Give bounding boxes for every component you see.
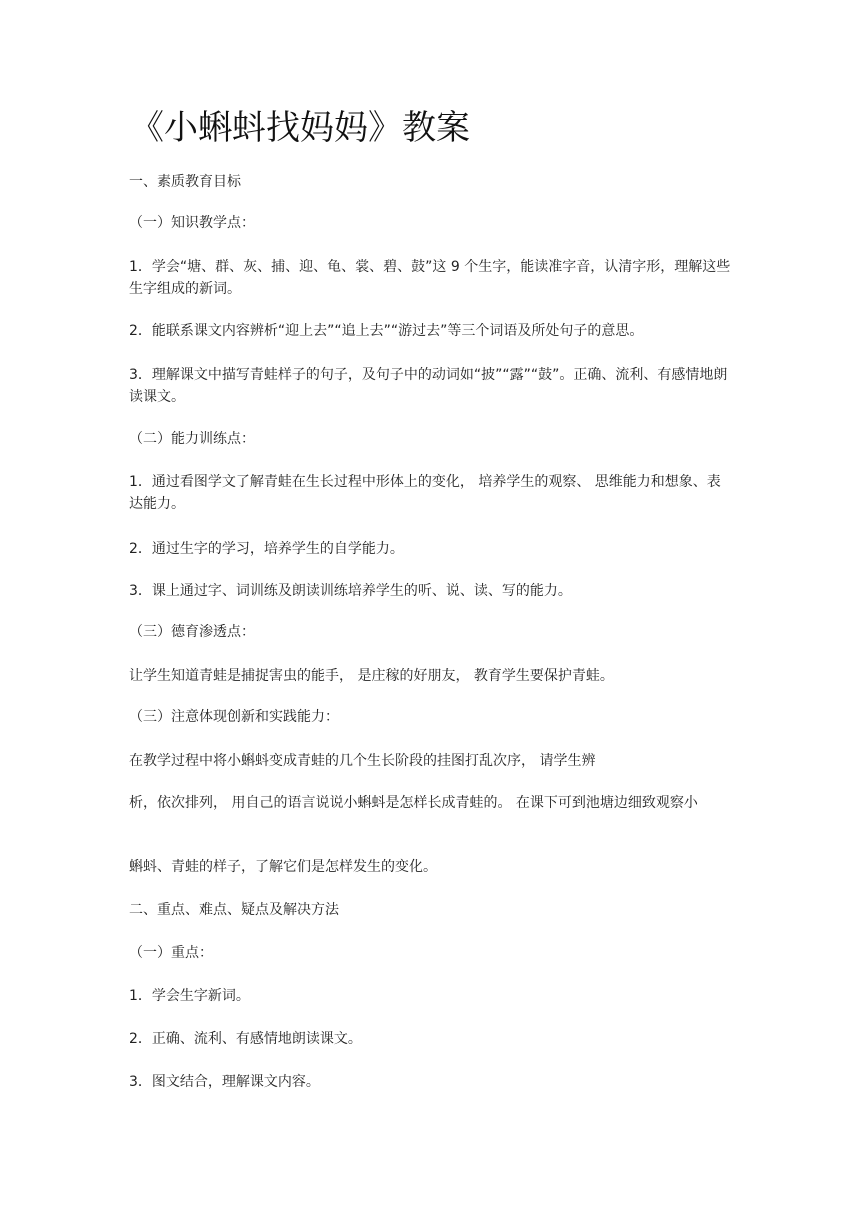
paragraph-ability-3: 3．课上通过字、词训练及朗读训练培养学生的听、说、读、写的能力。 [129,583,572,599]
subheading-innovation: （三）注意体现创新和实践能力： [129,709,339,725]
section-heading-keypoints: 二、重点、难点、疑点及解决方法 [129,902,339,918]
paragraph-moral: 让学生知道青蛙是捕捉害虫的能手， 是庄稼的好朋友， 教育学生要保护青蛙。 [129,668,614,684]
paragraph-innovation-1: 在教学过程中将小蝌蚪变成青蛙的几个生长阶段的挂图打乱次序， 请学生辨 [129,753,596,769]
paragraph-innovation-2: 析，依次排列， 用自己的语言说说小蝌蚪是怎样长成青蛙的。 在课下可到池塘边细致观察小 [129,795,698,811]
subheading-ability: （二）能力训练点： [129,431,255,447]
paragraph-keypoint-1: 1．学会生字新词。 [129,988,250,1004]
paragraph-keypoint-3: 3．图文结合，理解课文内容。 [129,1074,320,1090]
paragraph-ability-1: 1．通过看图学文了解青蛙在生长过程中形体上的变化， 培养学生的观察、 思维能力和想象、表达能力。 [129,474,721,512]
paragraph-keypoint-2: 2．正确、流利、有感情地朗读课文。 [129,1031,362,1047]
subheading-knowledge: （一）知识教学点： [129,215,255,231]
paragraph-ability-2: 2．通过生字的学习，培养学生的自学能力。 [129,541,404,557]
paragraph-innovation-3: 蝌蚪、青蛙的样子，了解它们是怎样发生的变化。 [129,859,437,875]
paragraph-knowledge-1: 1．学会“塘、群、灰、捕、迎、龟、裳、碧、鼓”这 9 个生字，能读准字音，认清字形，理解这些生字组成的新词。 [129,259,731,297]
subheading-keypoints: （一）重点： [129,945,213,961]
paragraph-knowledge-3: 3．理解课文中描写青蛙样子的句子，及句子中的动词如“披”“露”“鼓”。正确、流利、有感情地朗读课文。 [129,367,728,405]
section-heading-goals: 一、素质教育目标 [129,174,241,190]
subheading-moral: （三）德育渗透点： [129,624,255,640]
document-title: 《小蝌蚪找妈妈》教案 [130,108,470,148]
paragraph-knowledge-2: 2．能联系课文内容辨析“迎上去”“追上去”“游过去”等三个词语及所处句子的意思。 [129,323,644,339]
